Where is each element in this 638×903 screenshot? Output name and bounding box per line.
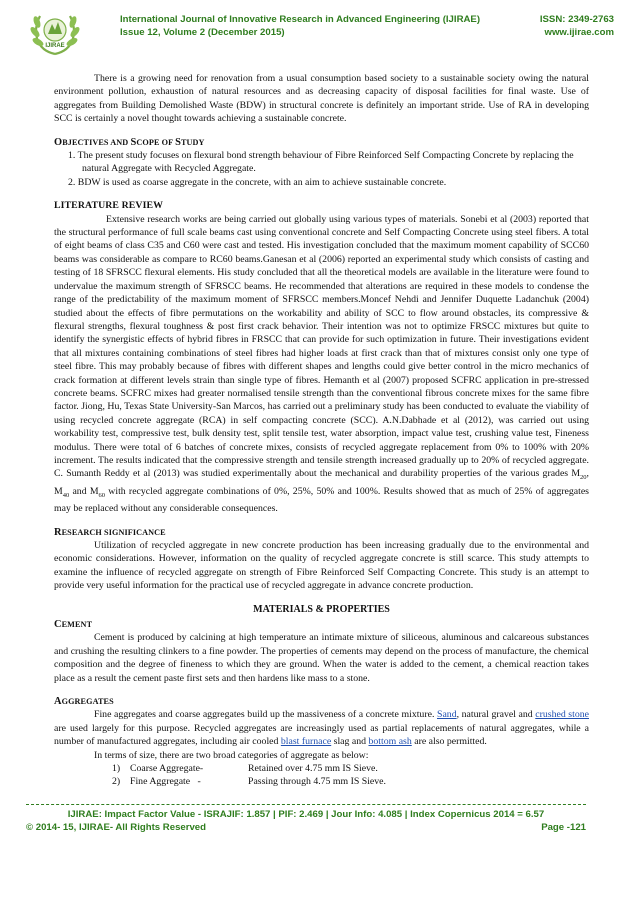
list-item: 1) Coarse Aggregate- Retained over 4.75 mm IS Sieve.: [112, 763, 378, 774]
objectives-heading: OBJECTIVES AND SCOPE OF STUDY: [54, 136, 205, 148]
page-number: Page -121: [541, 822, 586, 833]
copyright: © 2014- 15, IJIRAE- All Rights Reserved: [26, 822, 206, 833]
materials-heading: MATERIALS & PROPERTIES: [253, 603, 390, 615]
aggregates-heading: AGGREGATES: [54, 695, 114, 707]
list-item: 1. The present study focuses on flexural bond strength behaviour of Fibre Reinforced Self Compacting Concrete by replacing the natural Aggregate with Recycled Aggregate.: [68, 150, 574, 175]
page-footer: [26, 808, 586, 834]
laurel-icon: [26, 6, 84, 60]
link-blast-furnace[interactable]: blast furnace: [280, 736, 332, 748]
intro-paragraph: There is a growing need for renovation from a usual consumption based society to a sustainable society owing the natural environment pollution, exhaustion of natural resources and as decreasing capacity of disposal facilities for final waste. Use of aggregates from Building Demolished Waste (BDW) in structural concrete is definitely an important stride. Use of RA in developing SCC is certainly a novel thought towards achieving a sustainable concrete.: [54, 73, 589, 125]
issn-block: [516, 13, 614, 39]
logo-text: IJIRAE: [45, 43, 65, 49]
list-item: 2) Fine Aggregate - Passing through 4.75 mm IS Sieve.: [112, 776, 386, 788]
cement-heading: CEMENT: [54, 618, 93, 630]
literature-heading: LITERATURE REVIEW: [54, 200, 164, 212]
cement-paragraph: Cement is produced by calcining at high temperature an intimate mixture of siliceous, aluminous and calcareous substances and crushing the resulting clinkers to a fine powder. The properties of cements may depend on the process of manufacture, the chemical composition and the degree of fineness to which they are ground. When the water is added to the cement, a chemical reaction takes place as a result the cement paste first sets and then hardens like mass to a stone.: [54, 632, 589, 684]
journal-name: International Journal of Innovative Research in Advanced Engineering (IJIRAE): [120, 14, 481, 25]
link-crushed-stone[interactable]: crushed stone: [535, 709, 589, 721]
significance-paragraph: Utilization of recycled aggregate in new concrete production has been increasing gradually due to the environmental and economic considerations. However, information on the quality of recycled aggregate concrete is still scarce. This study attempts to examine the influence of recycled aggregate on strength of Fibre Reinforced Self Compacting Concrete. This study is an attempt to provide very useful information for the practical use of recycled aggregate in advance concrete production.: [54, 539, 589, 592]
footer-divider: [26, 804, 586, 805]
list-item: 2. BDW is used as coarse aggregate in the concrete, with an aim to achieve sustainable concrete.: [68, 176, 447, 188]
aggregate-size-list: [54, 762, 589, 789]
issn: ISSN: 2349-2763: [539, 14, 614, 25]
link-sand[interactable]: Sand: [437, 709, 457, 721]
link-bottom-ash[interactable]: bottom ash: [368, 736, 412, 748]
ijirae-logo: [26, 6, 84, 60]
journal-header: [26, 6, 614, 62]
size-intro: In terms of size, there are two broad categories of aggregate as below:: [94, 749, 369, 761]
literature-paragraph: Extensive research works are being carried out globally using various types of materials. Sonebi et al (2003) reported that the structural performance of full scale beams cast using conventional concrete and Self Compacting Concrete using steel fibers. A total of eight beams of class C35 and C60 were cast and tested. His investigation concluded that the maximum moment capability of SCC60 beams was considerable as compare to RC60 beams.Ganesan et al (2006) reported an experimental study which consists of casting and testing of 18 SFRSCC flexural elements. His study concluded that all the theoretical models are available in the literature were found to undervalue the maximum strength of SFRSCC beams. He recommended that alterations are required in these models to condense the range of the predictability of the maximum moment of SFRSCC members.Moncef Nehdi and Jennifer Duquette Ladanchuk (2004) studied about the effects of fibre permutations on the workability and ability of SCC to flow around obstacles, its compressive & flexural strengths, flexural toughness & post first crack behavior. Their intention was not to optimize FRSCC mixtures but quite to identify the synergistic effects of hybrid fibres in FRSCC that can provide for such optimization in future. Their investigations evident that all mixtures containing combinations of steel fibres had higher loads at first crack than that of mixtures consist only one type of steel fibre. This may probably because of fibres with different shapes and lengths could give better control in the micro mechanics of crack formation at different levels strain than single type of fibres. Hemanth et al (2007) proposed SCFRC application in pre-stressed concrete beams. SCFRC mixes had greater normalised tensile strength than the conventional fibrous concrete mixes for the same fibre factor. Jiong, Hu, Texas State University-San Marcos, has carried out a preliminary study has been conducted to evaluate the viability of using recycled concrete aggregate (RCA) in self compacting concrete (SCC). A.N.Dabhade et al (2012), was carried out using workability test, compressive test, bulk density test, split tensile test, water absorption, impact value test, crushing value test, Fineness modulus. There were total of 6 batches of concrete mixes, consists of recycled aggregate replacement from 0% to 100% with 20% increment. The results indicated that the compressive strength and tensile strength increased gradually up to 20% of recycled aggregate. C. Sumanth Reddy et al (2013) was studied experimentally about the mechanical and durability properties of the various grades $M_{20}$, $M_{40}$ and $M_{60}$ with recycled aggregate combinations of 0%, 25%, 50% and 100%. Results showed that as much of 25% of aggregates may be replaced without any considerable consequences.: [54, 213, 589, 515]
impact-factor-line: IJIRAE: Impact Factor Value - ISRAJIF: 1.857 | PIF: 2.469 | Jour Info: 4.085 | Index Copernicus 2014 = 6.57: [67, 809, 545, 820]
journal-title-block: [120, 13, 480, 39]
significance-heading: RESEARCH SIGNIFICANCE: [54, 526, 166, 538]
article-body: [54, 72, 589, 789]
issue-info: Issue 12, Volume 2 (December 2015): [120, 27, 285, 38]
objectives-list: [54, 149, 589, 189]
journal-url[interactable]: www.ijirae.com: [544, 27, 614, 38]
aggregates-paragraph: Fine aggregates and coarse aggregates build up the massiveness of a concrete mixture. Sand, natural gravel and crushed stone are used largely for this purpose. Recycled aggregates are increasingly used as partial replacements of natural aggregates, while a number of manufactured aggregates, including air cooled blast furnace slag and bottom ash are also permitted.: [54, 709, 589, 748]
